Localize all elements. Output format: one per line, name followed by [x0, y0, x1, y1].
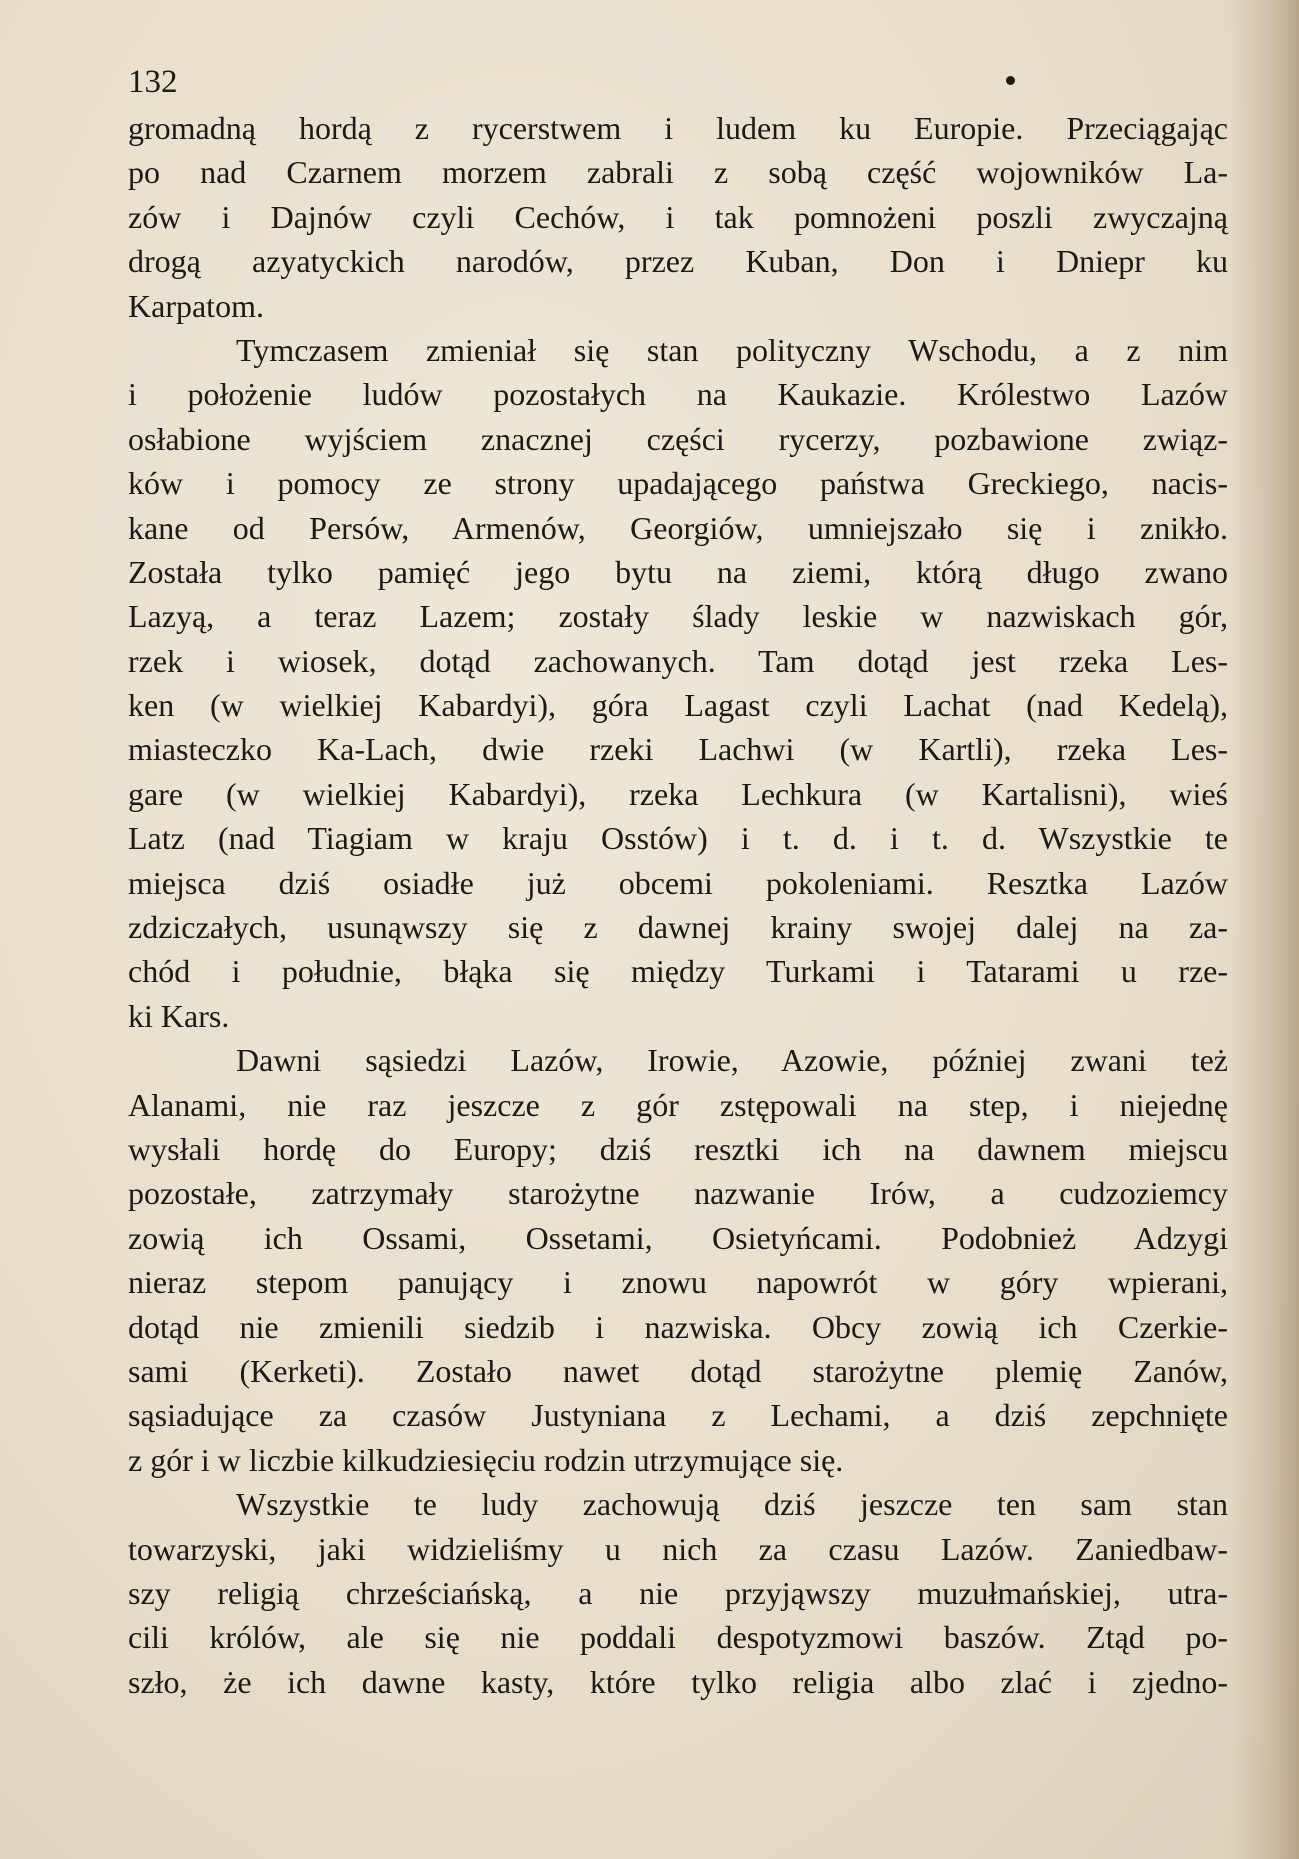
- text-line: osłabione wyjściem znacznej części rycerzy, pozbawione związ-: [128, 420, 1228, 457]
- text-line: sami (Kerketi). Zostało nawet dotąd starożytne plemię Zanów,: [128, 1352, 1228, 1389]
- running-head: [128, 62, 1228, 106]
- text-line: szło, że ich dawne kasty, które tylko religia albo zlać i zjedno-: [128, 1663, 1228, 1700]
- text-line: ki Kars.: [128, 997, 230, 1034]
- text-line: gromadną hordą z rycerstwem i ludem ku Europie. Przeciągając: [128, 110, 1228, 146]
- paragraph-first-line: Tymczasem zmieniał się stan polityczny Wschodu, a z nim: [236, 331, 1228, 368]
- text-line: ken (w wielkiej Kabardyi), góra Lagast czyli Lachat (nad Kedelą),: [128, 687, 1228, 724]
- text-line: Lazyą, a teraz Lazem; zostały ślady leskie w nazwiskach gór,: [128, 598, 1228, 635]
- text-line: Została tylko pamięć jego bytu na ziemi, którą długo zwano: [128, 553, 1228, 590]
- page-number: 132: [128, 64, 178, 100]
- text-line: drogą azyatyckich narodów, przez Kuban, Don i Dniepr ku: [128, 243, 1228, 280]
- text-line: towarzyski, jaki widzieliśmy u nich za czasu Lazów. Zaniedbaw-: [128, 1530, 1228, 1567]
- text-line: kane od Persów, Armenów, Georgiów, umniejszało się i znikło.: [128, 509, 1228, 546]
- printer-mark: [1006, 76, 1015, 85]
- body-text: [128, 106, 1228, 1704]
- text-line: pozostałe, zatrzymały starożytne nazwanie Irów, a cudzoziemcy: [128, 1175, 1228, 1212]
- text-line: nieraz stepom panujący i znowu napowrót w góry wpierani,: [128, 1264, 1228, 1301]
- text-line: zdziczałych, usunąwszy się z dawnej krainy swojej dalej na za-: [128, 909, 1228, 946]
- text-line: chód i południe, błąka się między Turkami i Tatarami u rze-: [128, 953, 1228, 990]
- paragraph-first-line: Wszystkie te ludy zachowują dziś jeszcze ten sam stan: [236, 1486, 1228, 1523]
- spine-shadow: [1229, 0, 1299, 1859]
- text-line: ków i pomocy ze strony upadającego państwa Greckiego, nacis-: [128, 465, 1228, 502]
- text-line: Alanami, nie raz jeszcze z gór zstępowali na step, i niejednę: [128, 1086, 1228, 1123]
- text-line: wysłali hordę do Europy; dziś resztki ich na dawnem miejscu: [128, 1130, 1228, 1167]
- text-line: i położenie ludów pozostałych na Kaukazie. Królestwo Lazów: [128, 376, 1228, 413]
- text-line: miejsca dziś osiadłe już obcemi pokoleniami. Resztka Lazów: [128, 864, 1228, 901]
- text-line: gare (w wielkiej Kabardyi), rzeka Lechkura (w Kartalisni), wieś: [128, 775, 1228, 812]
- text-line: z gór i w liczbie kilkudziesięciu rodzin utrzymujące się.: [128, 1441, 844, 1478]
- text-line: Latz (nad Tiagiam w kraju Osstów) i t. d. i t. d. Wszystkie te: [128, 820, 1228, 857]
- text-line: Karpatom.: [128, 287, 264, 324]
- text-line: zów i Dajnów czyli Cechów, i tak pomnożeni poszli zwyczajną: [128, 198, 1228, 235]
- text-line: cili królów, ale się nie poddali despotyzmowi baszów. Ztąd po-: [128, 1619, 1228, 1656]
- paragraph-first-line: Dawni sąsiedzi Lazów, Irowie, Azowie, później zwani też: [236, 1042, 1228, 1079]
- text-line: po nad Czarnem morzem zabrali z sobą część wojowników La-: [128, 154, 1228, 191]
- text-line: szy religią chrześciańską, a nie przyjąwszy muzułmańskiej, utra-: [128, 1574, 1228, 1611]
- text-line: zowią ich Ossami, Ossetami, Osietyńcami. Podobnież Adzygi: [128, 1219, 1228, 1256]
- text-line: sąsiadujące za czasów Justyniana z Lechami, a dziś zepchnięte: [128, 1397, 1228, 1434]
- text-line: dotąd nie zmienili siedzib i nazwiska. Obcy zowią ich Czerkie-: [128, 1308, 1228, 1345]
- text-line: miasteczko Ka-Lach, dwie rzeki Lachwi (w Kartli), rzeka Les-: [128, 731, 1228, 768]
- text-line: rzek i wiosek, dotąd zachowanych. Tam dotąd jest rzeka Les-: [128, 642, 1228, 679]
